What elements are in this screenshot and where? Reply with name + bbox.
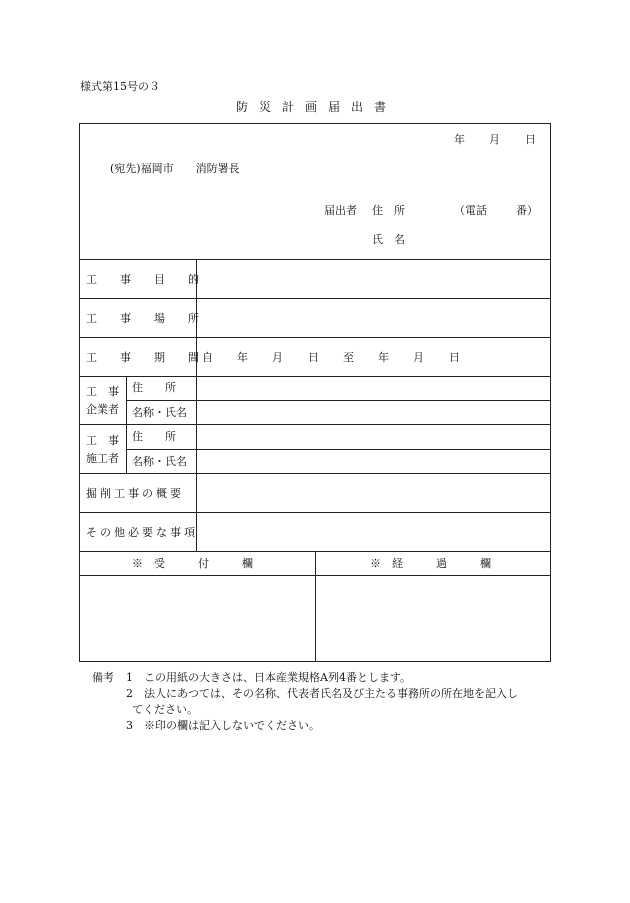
period-month2: 月 — [413, 351, 424, 364]
addressee: (宛先)福岡市 消防署長 — [110, 162, 240, 175]
applicant-label: 届出者 — [324, 204, 357, 217]
note3-text: ※印の欄は記入しないでください。 — [144, 719, 320, 732]
form-title: 防災計画届出書 — [236, 100, 398, 114]
period-label: 工 事 期 間 — [86, 351, 205, 364]
phone-close: 番） — [516, 204, 538, 217]
rule-client-bottom — [80, 424, 550, 425]
client-label-line2: 企業者 — [86, 403, 119, 416]
client-address-label: 住 所 — [132, 381, 176, 394]
note1-number: 1 — [126, 671, 133, 684]
rule-label-col — [196, 259, 197, 551]
date-day: 日 — [525, 133, 536, 146]
address-label: 住 所 — [372, 204, 405, 217]
date-month: 月 — [489, 133, 500, 146]
period-year2: 年 — [378, 351, 389, 364]
contractor-address-label: 住 所 — [132, 430, 176, 443]
excavation-label: 掘削工事の概要 — [86, 487, 184, 500]
purpose-label: 工 事 目 的 — [86, 273, 205, 286]
period-year1: 年 — [237, 351, 248, 364]
other-label: その他必要な事項 — [86, 526, 198, 539]
period-to: 至 — [343, 351, 354, 364]
rule-header-bottom — [80, 259, 550, 260]
form-table — [79, 123, 551, 662]
client-label-line1: 工 事 — [86, 385, 119, 398]
progress-header: ※ 経 過 欄 — [370, 557, 491, 570]
phone-open: （電話 — [454, 204, 487, 217]
contractor-name-label: 名称・氏名 — [132, 455, 187, 468]
rule-excavation-bottom — [80, 512, 550, 513]
rule-contractor-bottom — [80, 473, 550, 474]
notes-label: 備考 — [92, 671, 114, 684]
place-label: 工 事 場 所 — [86, 312, 205, 325]
date-year: 年 — [454, 133, 465, 146]
rule-subgroup-col — [126, 376, 127, 473]
note2-text-line2: てください。 — [132, 703, 198, 716]
contractor-label-line2: 施工者 — [86, 452, 119, 465]
rule-office-split — [315, 551, 316, 661]
period-day2: 日 — [449, 351, 460, 364]
rule-place-bottom — [80, 337, 550, 338]
form-number: 様式第15号の３ — [80, 80, 160, 93]
client-name-label: 名称・氏名 — [132, 406, 187, 419]
contractor-label-line1: 工 事 — [86, 434, 119, 447]
reception-header: ※ 受 付 欄 — [132, 557, 253, 570]
rule-period-bottom — [80, 376, 550, 377]
period-from: 自 — [202, 351, 213, 364]
rule-client-mid — [126, 400, 550, 401]
period-month1: 月 — [272, 351, 283, 364]
note2-text-line1: 法人にあつては、その名称、代表者氏名及び主たる事務所の所在地を記入し — [144, 687, 518, 700]
name-label: 氏 名 — [372, 233, 405, 246]
note2-number: 2 — [126, 687, 133, 700]
rule-contractor-mid — [126, 449, 550, 450]
note1-text: この用紙の大きさは、日本産業規格A列4番とします。 — [144, 671, 412, 684]
rule-purpose-bottom — [80, 298, 550, 299]
note3-number: 3 — [126, 719, 133, 732]
period-day1: 日 — [308, 351, 319, 364]
